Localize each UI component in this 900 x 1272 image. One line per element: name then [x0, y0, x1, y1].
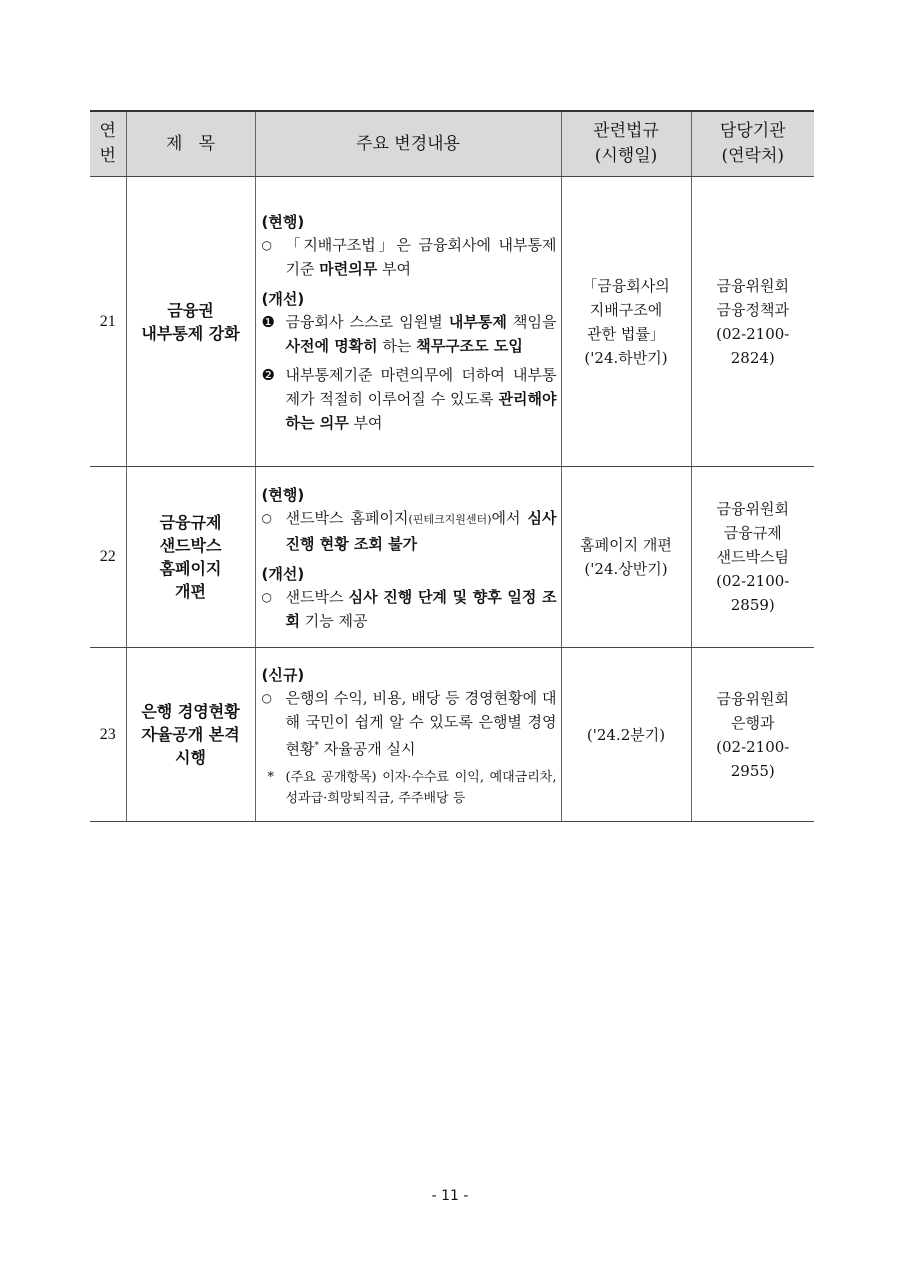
row-title: 금융규제 샌드박스 홈페이지 개편: [126, 467, 255, 648]
new-label: (신규): [261, 665, 305, 684]
page-number: - 11 -: [431, 1188, 469, 1204]
row-content: [255, 177, 561, 467]
row-number: 21: [90, 177, 126, 467]
table-row: [90, 648, 814, 822]
current-label: (현행): [261, 213, 305, 231]
improve-label: (개선): [261, 565, 305, 583]
circle-bullet-icon: ○: [261, 238, 272, 252]
header-num: 연 번: [90, 111, 126, 177]
circle-bullet-icon: ○: [261, 590, 272, 604]
header-agency: 담당기관 (연락처): [691, 111, 814, 177]
footnote: * (주요 공개항목) 이자·수수료 이익, 예대금리차, 성과급·희망퇴직금, 주주배당 등: [262, 767, 557, 809]
row-number: 23: [90, 648, 126, 822]
number-two-icon: ❷: [261, 366, 275, 384]
row-law: 「금융회사의 지배구조에 관한 법률」 ('24.하반기): [561, 177, 691, 467]
row-title: 금융권 내부통제 강화: [126, 177, 255, 467]
policy-table: [90, 110, 814, 822]
improve-label: (개선): [261, 290, 305, 308]
header-content: 주요 변경내용: [255, 111, 561, 177]
new-item: ○ 은행의 수익, 비용, 배당 등 경영현황에 대해 국민이 쉽게 알 수 있도록 은행별 경영현황* 자율공개 실시: [262, 686, 557, 761]
row-title: 은행 경영현황 자율공개 본격 시행: [126, 648, 255, 822]
row-agency: 금융위원회 금융규제 샌드박스팀 (02-2100- 2859): [691, 467, 814, 648]
header-row: [90, 111, 814, 177]
circle-bullet-icon: ○: [261, 511, 272, 525]
row-content: [255, 467, 561, 648]
improve-item-1: ❶ 금융회사 스스로 임원별 내부통제 책임을 사전에 명확히 하는 책무구조도 도입: [262, 310, 557, 358]
row-agency: 금융위원회 은행과 (02-2100- 2955): [691, 648, 814, 822]
improve-item-2: ❷ 내부통제기준 마련의무에 더하여 내부통제가 적절히 이루어질 수 있도록 관리해야 하는 의무 부여: [262, 363, 557, 435]
table-row: [90, 467, 814, 648]
improve-item: ○ 샌드박스 심사 진행 단계 및 향후 일정 조회 기능 제공: [262, 585, 557, 633]
row-agency: 금융위원회 금융정책과 (02-2100- 2824): [691, 177, 814, 467]
row-number: 22: [90, 467, 126, 648]
circle-bullet-icon: ○: [261, 690, 272, 705]
header-law: 관련법규 (시행일): [561, 111, 691, 177]
asterisk-icon: *: [267, 769, 274, 785]
row-content: [255, 648, 561, 822]
table-row: [90, 177, 814, 467]
current-item: ○ 샌드박스 홈페이지(핀테크지원센터)에서 심사 진행 현황 조회 불가: [262, 506, 557, 556]
header-title: 제 목: [126, 111, 255, 177]
current-item: ○ 「지배구조법」은 금융회사에 내부통제기준 마련의무 부여: [262, 233, 557, 281]
row-law: 홈페이지 개편 ('24.상반기): [561, 467, 691, 648]
row-law: ('24.2분기): [561, 648, 691, 822]
current-label: (현행): [261, 486, 305, 504]
number-one-icon: ❶: [261, 313, 275, 331]
